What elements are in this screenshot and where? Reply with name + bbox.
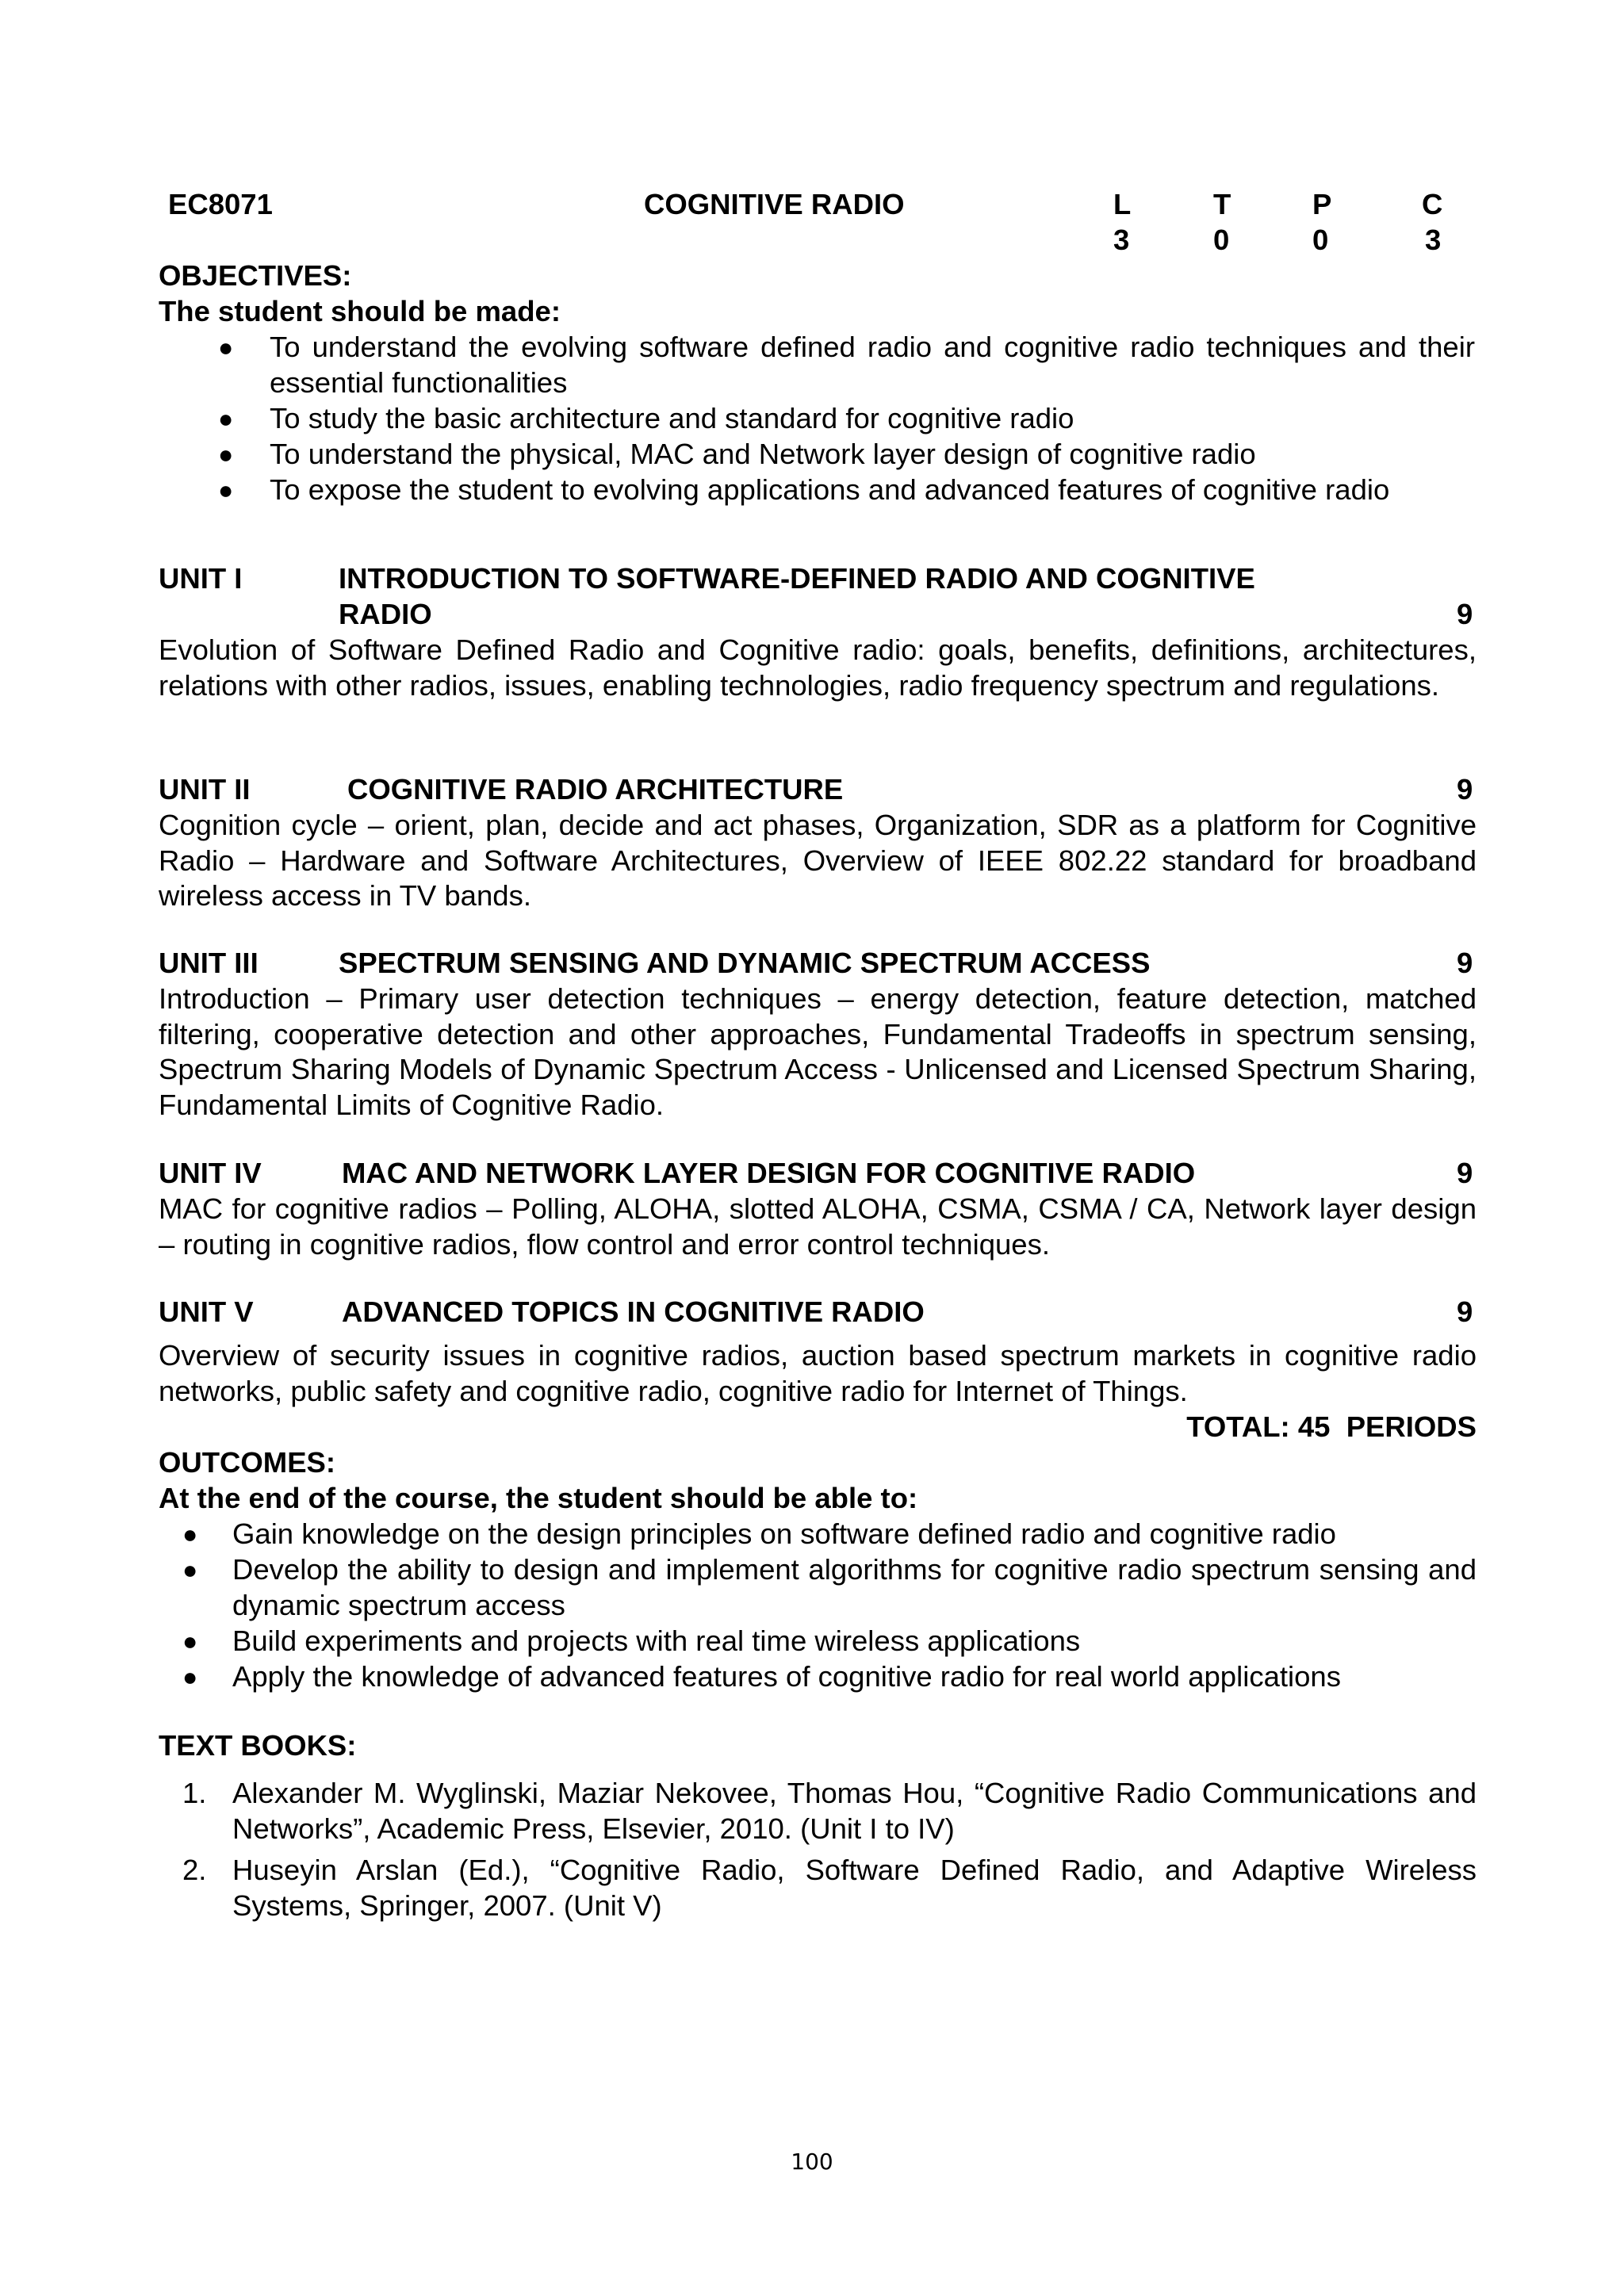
unit-title: ADVANCED TOPICS IN COGNITIVE RADIO — [342, 1295, 925, 1328]
ltpc-label-l: L — [1113, 188, 1132, 220]
unit-title: MAC AND NETWORK LAYER DESIGN FOR COGNITIVE RADIO — [342, 1157, 1196, 1189]
textbooks-heading: TEXT BOOKS: — [159, 1729, 357, 1762]
unit-title: COGNITIVE RADIO ARCHITECTURE — [347, 773, 844, 806]
bullet-icon: ● — [218, 404, 234, 433]
bullet-icon: ● — [218, 476, 234, 504]
textbook-text: Huseyin Arslan (Ed.), “Cognitive Radio, Software Defined Radio, and Adaptive Wireless Systems, Springer, 2007. (Unit V) — [232, 1854, 1477, 1922]
unit-title-continued: RADIO — [339, 598, 432, 630]
ltpc-value-c: 3 — [1425, 224, 1442, 256]
unit-hours: 9 — [1457, 773, 1473, 806]
unit-label: UNIT V — [159, 1295, 254, 1328]
unit-title: INTRODUCTION TO SOFTWARE-DEFINED RADIO AND COGNITIVE — [339, 562, 1255, 595]
unit-hours: 9 — [1457, 598, 1473, 630]
ltpc-value-p: 0 — [1312, 224, 1329, 256]
ltpc-value-t: 0 — [1213, 224, 1230, 256]
ltpc-value-l: 3 — [1113, 224, 1130, 256]
textbook-number: 1. — [182, 1777, 207, 1809]
bullet-icon: ● — [182, 1627, 198, 1655]
unit-body: Introduction – Primary user detection techniques – energy detection, feature detection, matched filtering, cooperative detection and other approaches, Fundamental Tradeoffs in spectrum sensing, Spectrum Sharing Models of Dynamic Spectrum Access - Unlicensed and Licensed Spectrum Sharing, Fundamental Limits of Cognitive Radio. — [159, 982, 1477, 1121]
textbook-number: 2. — [182, 1854, 207, 1886]
ltpc-label-p: P — [1312, 188, 1332, 220]
bullet-icon: ● — [182, 1520, 198, 1548]
course-title: COGNITIVE RADIO — [644, 188, 905, 220]
outcomes-intro: At the end of the course, the student should be able to: — [159, 1482, 918, 1514]
unit-body: Cognition cycle – orient, plan, decide and act phases, Organization, SDR as a platform for Cognitive Radio – Hardware and Software Architectures, Overview of IEEE 802.22 standard for broadband wireless access in TV bands. — [159, 809, 1477, 912]
unit-label: UNIT IV — [159, 1157, 262, 1189]
textbook-text: Alexander M. Wyglinski, Maziar Nekovee, Thomas Hou, “Cognitive Radio Communications and Networks”, Academic Press, Elsevier, 2010. (Unit I to IV) — [232, 1777, 1477, 1845]
objectives-intro: The student should be made: — [159, 295, 561, 327]
bullet-icon: ● — [218, 333, 234, 362]
bullet-icon: ● — [218, 440, 234, 469]
objectives-heading: OBJECTIVES: — [159, 259, 352, 292]
unit-body: Overview of security issues in cognitive radios, auction based spectrum markets in cognitive radio networks, public safety and cognitive radio, cognitive radio for Internet of Things. — [159, 1339, 1477, 1407]
unit-label: UNIT II — [159, 773, 251, 806]
unit-label: UNIT III — [159, 947, 259, 979]
bullet-icon: ● — [182, 1556, 198, 1584]
document-page: EC8071 COGNITIVE RADIO L T P C 3 0 0 3 OBJECTIVES: The student should be made: ● To understand the evolving software defined radio and cognitive radio techniques and their essential functionalities ● To study the basic architecture and standard for cognitive radio ● To understand the physical, MAC and Network layer design of cognitive radio ● To expose the student to evolving applications and advanced features of cognitive radio UNIT I INTRODUCTION TO SOFTWARE-DEFINED RADIO AND COGNITIVE RADIO 9 Evolution of Software Defined Radio and Cognitive radio: goals, benefits, definitions, architectures, relations with other radios, issues, enabling technologies, radio frequency spectrum and regulations. UNIT II COGNITIVE RADIO ARCHITECTURE 9 Cognition cycle – orient, plan, decide and act phases, Organization, SDR as a platform for Cognitive Radio – Hardware and Software Architectures, Overview of IEEE 802.22 standard for broadband wireless access in TV bands. UNIT III SPECTRUM SENSING AND DYNAMIC SPECTRUM ACCESS 9 Introduction – Primary user detection techniques – energy detection, feature detection, matched filtering, cooperative detection and other approaches, Fundamental Tradeoffs in spectrum sensing, Spectrum Sharing Models of Dynamic Spectrum Access - Unlicensed and Licensed Spectrum Sharing, Fundamental Limits of Cognitive Radio. UNIT IV MAC AND NETWORK LAYER DESIGN FOR COGNITIVE RADIO 9 MAC for cognitive radios – Polling, ALOHA, slotted ALOHA, CSMA, CSMA / CA, Network layer design – routing in cognitive radios, flow control and error control techniques. UNIT V ADVANCED TOPICS IN COGNITIVE RADIO 9 Overview of security issues in cognitive radios, auction based spectrum markets in cognitive radio networks, public safety and cognitive radio, cognitive radio for Internet of Things. TOTAL: 45 PERIODS OUTCOMES: At the end of the course, the student should be able to: ● Gain knowledge on the design principles on software defined radio and cognitive radio ● Develop the ability to design and implement algorithms for cognitive radio spectrum sensing and dynamic spectrum access ● Build experiments and projects with real time wireless applications ● Apply the knowledge of advanced features of cognitive radio for real world applications TEXT BOOKS: 1. Alexander M. Wyglinski, Maziar Nekovee, Thomas Hou, “Cognitive Radio Communications and Networks”, Academic Press, Elsevier, 2010. (Unit I to IV) 2. Huseyin Arslan (Ed.), “Cognitive Radio, Software Defined Radio, and Adaptive Wireless Systems, Springer, 2007. (Unit V) 100 — [0, 0, 1624, 2296]
unit-title: SPECTRUM SENSING AND DYNAMIC SPECTRUM ACCESS — [339, 947, 1151, 979]
course-code: EC8071 — [168, 188, 273, 220]
ltpc-label-t: T — [1213, 188, 1231, 220]
unit-hours: 9 — [1457, 1295, 1473, 1328]
bullet-icon: ● — [182, 1663, 198, 1691]
unit-hours: 9 — [1457, 1157, 1473, 1189]
unit-label: UNIT I — [159, 562, 243, 595]
outcomes-heading: OUTCOMES: — [159, 1446, 336, 1479]
unit-hours: 9 — [1457, 947, 1473, 979]
ltpc-label-c: C — [1422, 188, 1443, 220]
unit-body: MAC for cognitive radios – Polling, ALOHA, slotted ALOHA, CSMA, CSMA / CA, Network layer design – routing in cognitive radios, flow control and error control techniques. — [159, 1192, 1477, 1261]
unit-body: Evolution of Software Defined Radio and Cognitive radio: goals, benefits, definitions, architectures, relations with other radios, issues, enabling technologies, radio frequency spectrum and regulations. — [159, 633, 1477, 702]
total-periods: TOTAL: 45 PERIODS — [1186, 1410, 1477, 1443]
page-number: 100 — [791, 2149, 833, 2175]
